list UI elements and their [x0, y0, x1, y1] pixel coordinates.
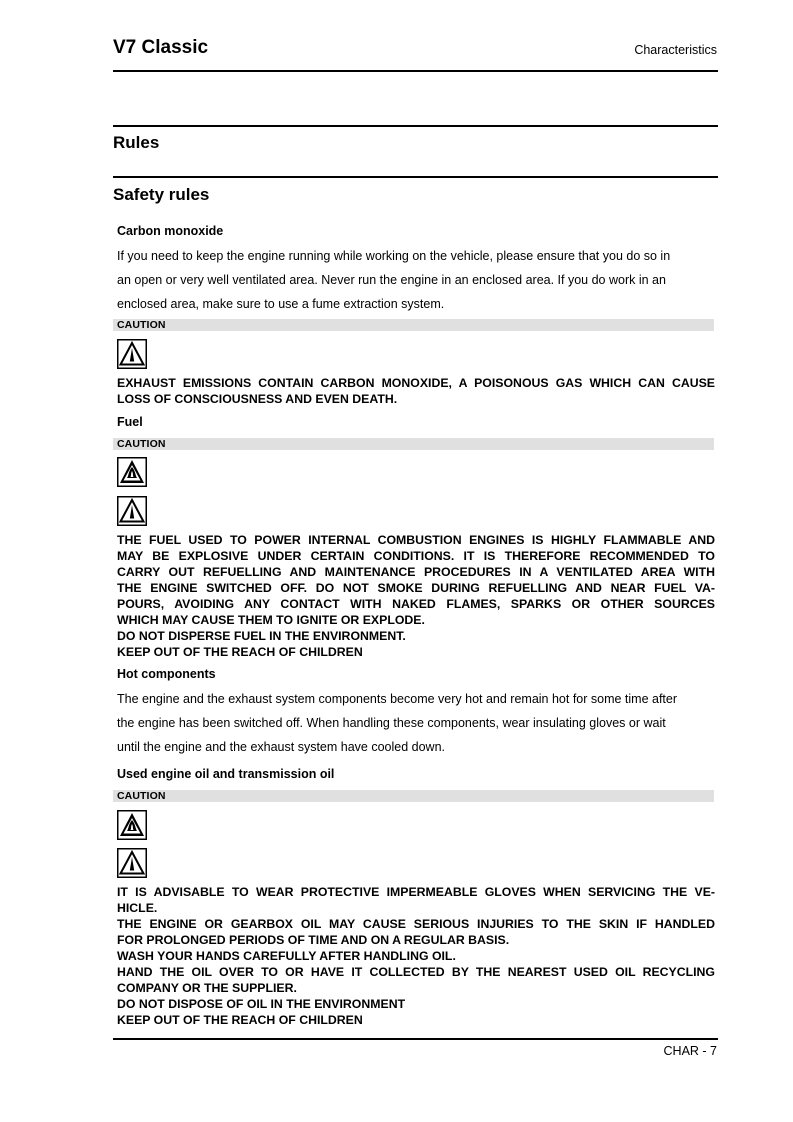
warning-triangle-icon	[117, 339, 147, 369]
warning-line: LOSS OF CONSCIOUSNESS AND EVEN DEATH.	[117, 392, 398, 406]
warning-line: DO NOT DISPOSE OF OIL IN THE ENVIRONMENT	[117, 997, 406, 1011]
section-title: Safety rules	[113, 185, 210, 204]
caution-bar	[113, 790, 714, 802]
warning-line: POURS, AVOIDING ANY CONTACT WITH NAKED FLAMES, SPARKS OR OTHER SOURCES	[117, 597, 715, 611]
hot-components-text	[117, 687, 715, 759]
warning-line: THE ENGINE SWITCHED OFF. DO NOT SMOKE DURING REFUELLING AND NEAR FUEL VA-	[117, 581, 715, 595]
chapter-title: Rules	[113, 133, 160, 152]
warning-line: DO NOT DISPERSE FUEL IN THE ENVIRONMENT.	[117, 629, 406, 643]
used-oil-heading: Used engine oil and transmission oil	[117, 767, 335, 781]
warning-line: THE ENGINE OR GEARBOX OIL MAY CAUSE SERIOUS INJURIES TO THE SKIN IF HANDLED	[117, 917, 715, 931]
fuel-heading: Fuel	[117, 415, 143, 429]
caution-bar	[113, 319, 714, 331]
warning-line: EXHAUST EMISSIONS CONTAIN CARBON MONOXIDE, A POISONOUS GAS WHICH CAN CAUSE	[117, 376, 715, 390]
carbon-monoxide-text	[117, 244, 715, 316]
warning-line: WASH YOUR HANDS CAREFULLY AFTER HANDLING OIL.	[117, 949, 456, 963]
text-line: enclosed area, make sure to use a fume extraction system.	[117, 297, 445, 311]
warning-line: KEEP OUT OF THE REACH OF CHILDREN	[117, 645, 363, 659]
text-line: If you need to keep the engine running while working on the vehicle, please ensure that you do so in	[117, 249, 671, 263]
text-line: an open or very well ventilated area. Never run the engine in an enclosed area. If you do work in an	[117, 273, 666, 287]
document-title: V7 Classic	[113, 37, 209, 58]
text-line: the engine has been switched off. When handling these components, wear insulating gloves or wait	[117, 716, 666, 730]
footer-rule	[113, 1038, 718, 1040]
caution-label: CAUTION	[117, 438, 166, 450]
hot-components-heading: Hot components	[117, 667, 216, 681]
chapter-rule	[113, 125, 718, 127]
warning-line: KEEP OUT OF THE REACH OF CHILDREN	[117, 1013, 363, 1027]
text-line: until the engine and the exhaust system have cooled down.	[117, 740, 445, 754]
warning-triangle-icon	[117, 496, 147, 526]
warning-line: COMPANY OR THE SUPPLIER.	[117, 981, 297, 995]
warning-line: MAY BE EXPLOSIVE UNDER CERTAIN CONDITIONS. IT IS THEREFORE RECOMMENDED TO	[117, 549, 715, 563]
warning-triangle-icon	[117, 848, 147, 878]
text-line: The engine and the exhaust system components become very hot and remain hot for some time after	[117, 692, 678, 706]
fuel-warning	[117, 532, 715, 660]
section-rule	[113, 176, 718, 178]
warning-line: HAND THE OIL OVER TO OR HAVE IT COLLECTED BY THE NEAREST USED OIL RECYCLING	[117, 965, 715, 979]
flammable-hazard-icon	[117, 810, 147, 840]
header-rule	[113, 70, 718, 72]
carbon-monoxide-warning	[117, 375, 715, 407]
used-oil-warning	[117, 884, 715, 1028]
warning-line: FOR PROLONGED PERIODS OF TIME AND ON A REGULAR BASIS.	[117, 933, 510, 947]
warning-line: WHICH MAY CAUSE THEM TO IGNITE OR EXPLODE.	[117, 613, 425, 627]
carbon-monoxide-heading: Carbon monoxide	[117, 224, 224, 238]
flammable-hazard-icon	[117, 457, 147, 487]
warning-line: CARRY OUT REFUELLING AND MAINTENANCE PROCEDURES IN A VENTILATED AREA WITH	[117, 565, 715, 579]
warning-line: THE FUEL USED TO POWER INTERNAL COMBUSTION ENGINES IS HIGHLY FLAMMABLE AND	[117, 533, 715, 547]
caution-bar	[113, 438, 714, 450]
caution-label: CAUTION	[117, 319, 166, 331]
page-number: CHAR - 7	[663, 1044, 717, 1058]
section-label: Characteristics	[634, 43, 717, 57]
caution-label: CAUTION	[117, 790, 166, 802]
warning-line: IT IS ADVISABLE TO WEAR PROTECTIVE IMPERMEABLE GLOVES WHEN SERVICING THE VE-	[117, 885, 715, 899]
warning-line: HICLE.	[117, 901, 158, 915]
